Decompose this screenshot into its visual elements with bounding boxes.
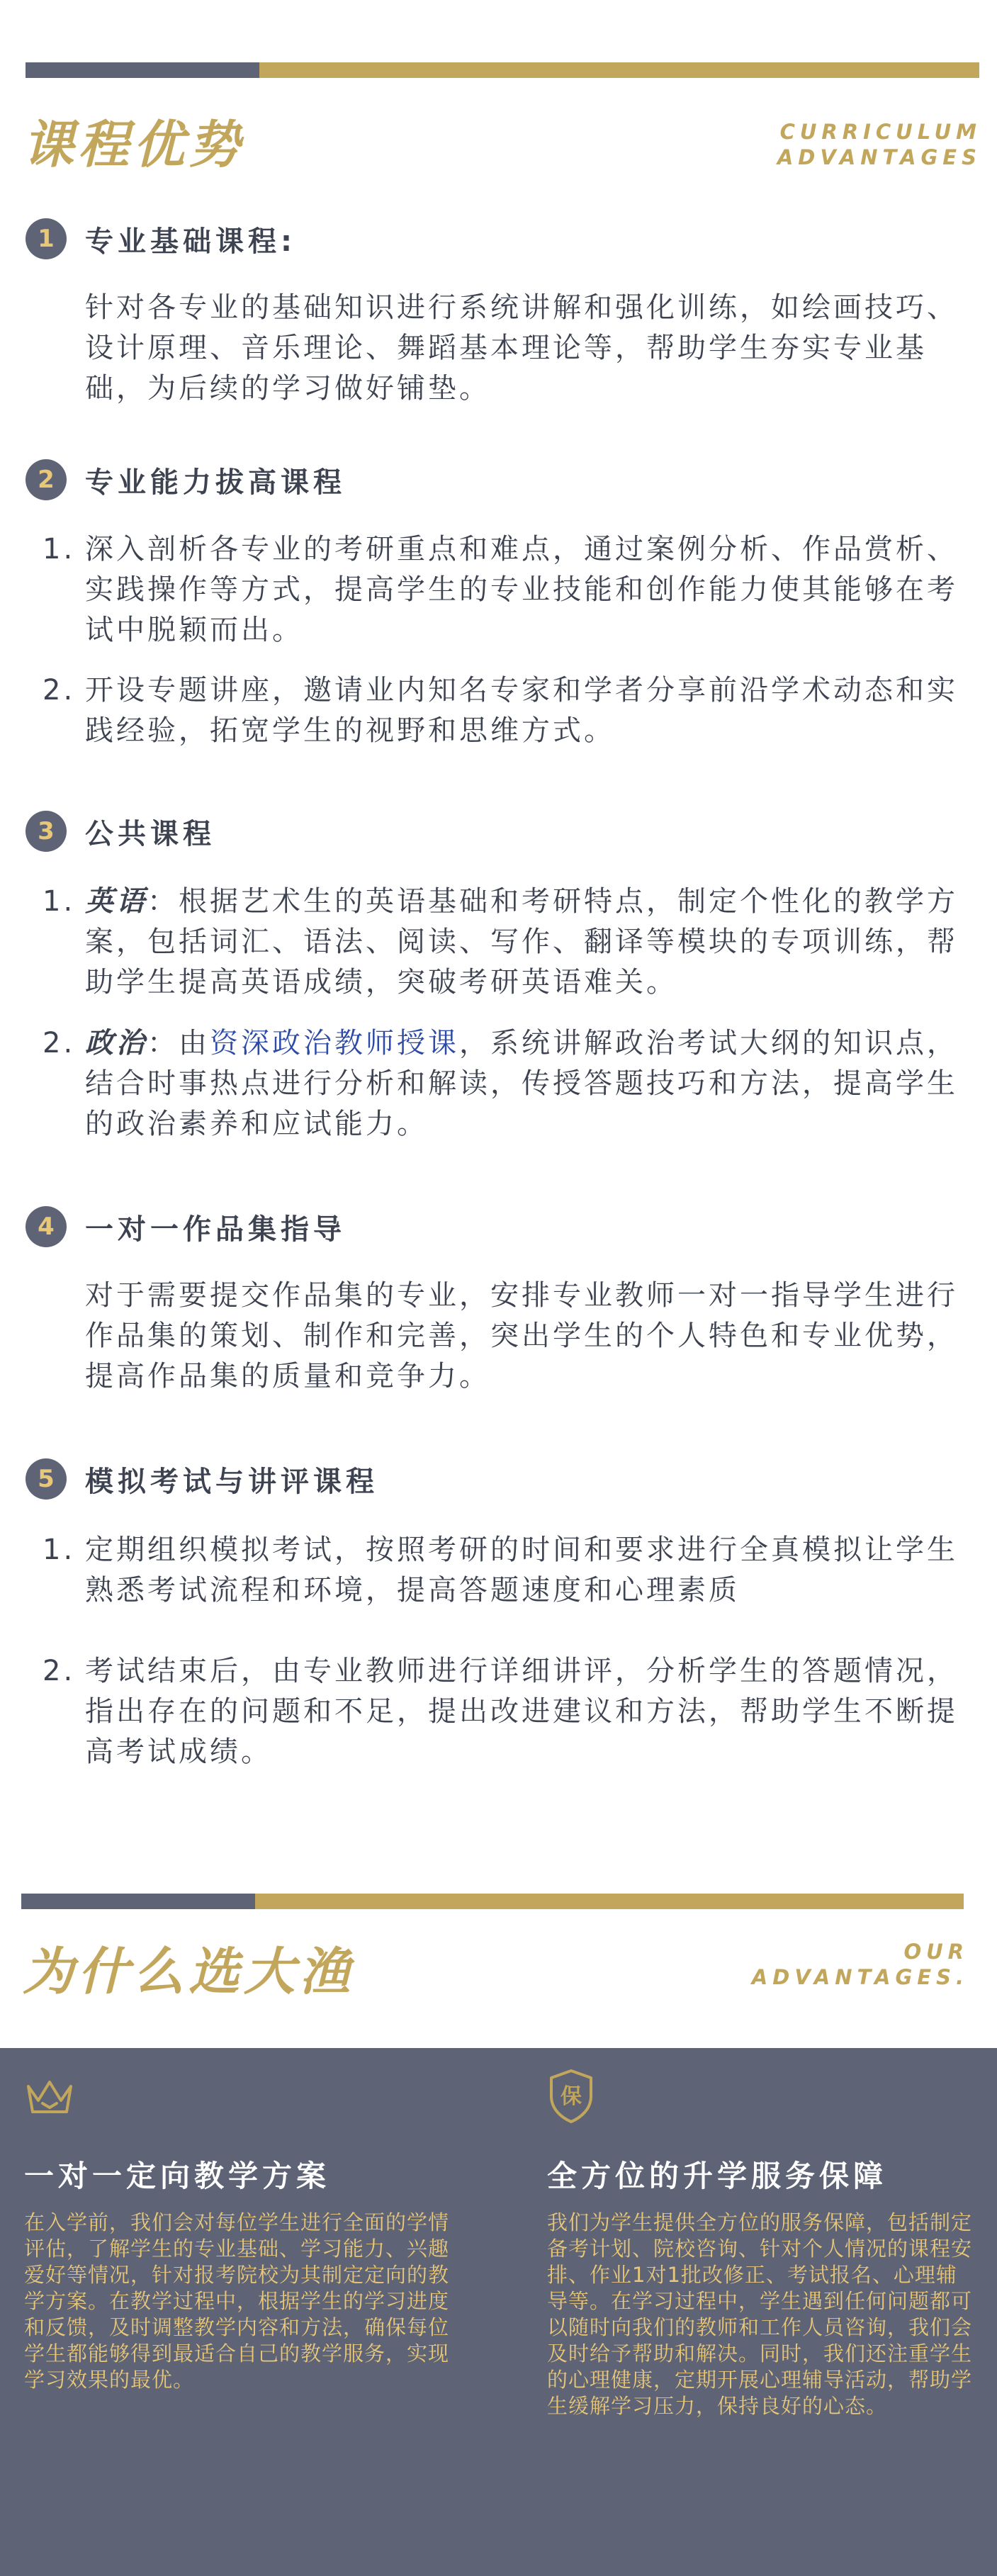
list-item bbox=[43, 529, 979, 651]
en-line-1: CURRICULUM bbox=[779, 120, 981, 144]
number-badge: 3 bbox=[26, 811, 67, 852]
section-subtitle-en bbox=[777, 119, 981, 170]
item-4-text: 对于需要提交作品集的专业，安排专业教师一对一指导学生进行作品集的策划、制作和完善，突出学生的个人特色和专业优势，提高作品集的质量和竞争力。 bbox=[85, 1279, 958, 1393]
en-line-1: OUR bbox=[903, 1940, 969, 1964]
list-number: 1. bbox=[43, 533, 76, 566]
politics-pre: ：由 bbox=[147, 1027, 210, 1059]
column-2-title: 全方位的升学服务保障 bbox=[547, 2159, 888, 2193]
list-text: 考试结束后，由专业教师进行详细讲评，分析学生的答题情况，指出存在的问题和不足，提出改进建议和方法，帮助学生不断提高考试成绩。 bbox=[85, 1655, 958, 1768]
column-1-text: 在入学前，我们会对每位学生进行全面的学情评估，了解学生的专业基础、学习能力、兴趣爱好等情况，针对报考院校为其制定定向的教学方案。在教学过程中，根据学生的学习进度和反馈，及时调整教学内容和方法，确保每位学生都能够得到最适合自己的教学服务，实现学习效果的最优。 bbox=[24, 2210, 450, 2392]
list-item bbox=[43, 670, 979, 751]
number-badge: 4 bbox=[26, 1206, 67, 1247]
item-title: 一对一作品集指导 bbox=[85, 1213, 346, 1246]
item-1-heading bbox=[26, 218, 296, 259]
list-item-politics bbox=[43, 1023, 979, 1144]
item-2-heading bbox=[26, 459, 346, 500]
list-number: 1. bbox=[43, 885, 76, 918]
column-2-text: 我们为学生提供全方位的服务保障，包括制定备考计划、院校咨询、针对个人情况的课程安排、作业1对1批改修正、考试报名、心理辅导等。在学习过程中，学生遇到任何问题都可以随时向我们的教师和工作人员咨询，我们会及时给予帮助和解决。同时，我们还注重学生的心理健康，定期开展心理辅导活动，帮助学生缓解学习压力，保持良好的心态。 bbox=[547, 2210, 973, 2418]
item-4-heading bbox=[26, 1206, 346, 1247]
politics-post: ，系统讲解政治考试大纲的知识点，结合时事热点进行分析和解读，传授答题技巧和方法，提高学生的政治素养和应试能力。 bbox=[85, 1027, 958, 1140]
section-title-curriculum: 课程优势 bbox=[23, 115, 244, 174]
number-badge: 1 bbox=[26, 218, 67, 259]
politics-label: 政治 bbox=[85, 1027, 147, 1059]
english-label: 英语 bbox=[85, 885, 147, 918]
list-item bbox=[43, 1530, 979, 1611]
crown-icon bbox=[24, 2076, 75, 2122]
number-badge: 5 bbox=[26, 1458, 67, 1500]
list-item-english bbox=[43, 882, 979, 1003]
english-text: ：根据艺术生的英语基础和考研特点，制定个性化的教学方案，包括词汇、语法、阅读、写作、翻译等模块的专项训练，帮助学生提高英语成绩，突破考研英语难关。 bbox=[85, 885, 958, 999]
list-text: 开设专题讲座，邀请业内知名专家和学者分享前沿学术动态和实践经验，拓宽学生的视野和思维方式。 bbox=[85, 674, 958, 747]
list-item bbox=[43, 1651, 979, 1772]
list-number: 2. bbox=[43, 1027, 76, 1059]
section-title-why: 为什么选大渔 bbox=[23, 1942, 355, 2001]
number-badge: 2 bbox=[26, 459, 67, 500]
column-1-title: 一对一定向教学方案 bbox=[24, 2159, 331, 2193]
item-title: 专业能力拔高课程 bbox=[85, 466, 346, 499]
item-3-heading bbox=[26, 811, 215, 852]
politics-highlight-link[interactable]: 资深政治教师授课 bbox=[210, 1027, 459, 1059]
shield-icon bbox=[547, 2068, 595, 2127]
advantages-panel bbox=[0, 2048, 997, 2576]
item-title: 模拟考试与讲评课程 bbox=[85, 1465, 378, 1498]
en-line-2: ADVANTAGES. bbox=[751, 1965, 969, 1989]
item-1-text: 针对各专业的基础知识进行系统讲解和强化训练，如绘画技巧、设计原理、音乐理论、舞蹈基本理论等，帮助学生夯实专业基础，为后续的学习做好铺垫。 bbox=[85, 291, 958, 405]
list-text: 深入剖析各专业的考研重点和难点，通过案例分析、作品赏析、实践操作等方式，提高学生的专业技能和创作能力使其能够在考试中脱颖而出。 bbox=[85, 533, 958, 646]
list-number: 1. bbox=[43, 1534, 76, 1566]
list-number: 2. bbox=[43, 1655, 76, 1687]
shield-icon-char: 保 bbox=[561, 2084, 582, 2109]
top-divider-bar bbox=[26, 62, 979, 78]
item-title: 专业基础课程: bbox=[85, 225, 296, 258]
section2-subtitle-en bbox=[752, 1939, 969, 1990]
second-divider-bar bbox=[21, 1894, 964, 1909]
list-text: 定期组织模拟考试，按照考研的时间和要求进行全真模拟让学生熟悉考试流程和环境，提高答题速度和心理素质 bbox=[85, 1534, 958, 1607]
item-title: 公共课程 bbox=[85, 817, 215, 850]
list-number: 2. bbox=[43, 674, 76, 707]
en-line-2: ADVANTAGES bbox=[777, 145, 981, 169]
item-5-heading bbox=[26, 1458, 378, 1500]
